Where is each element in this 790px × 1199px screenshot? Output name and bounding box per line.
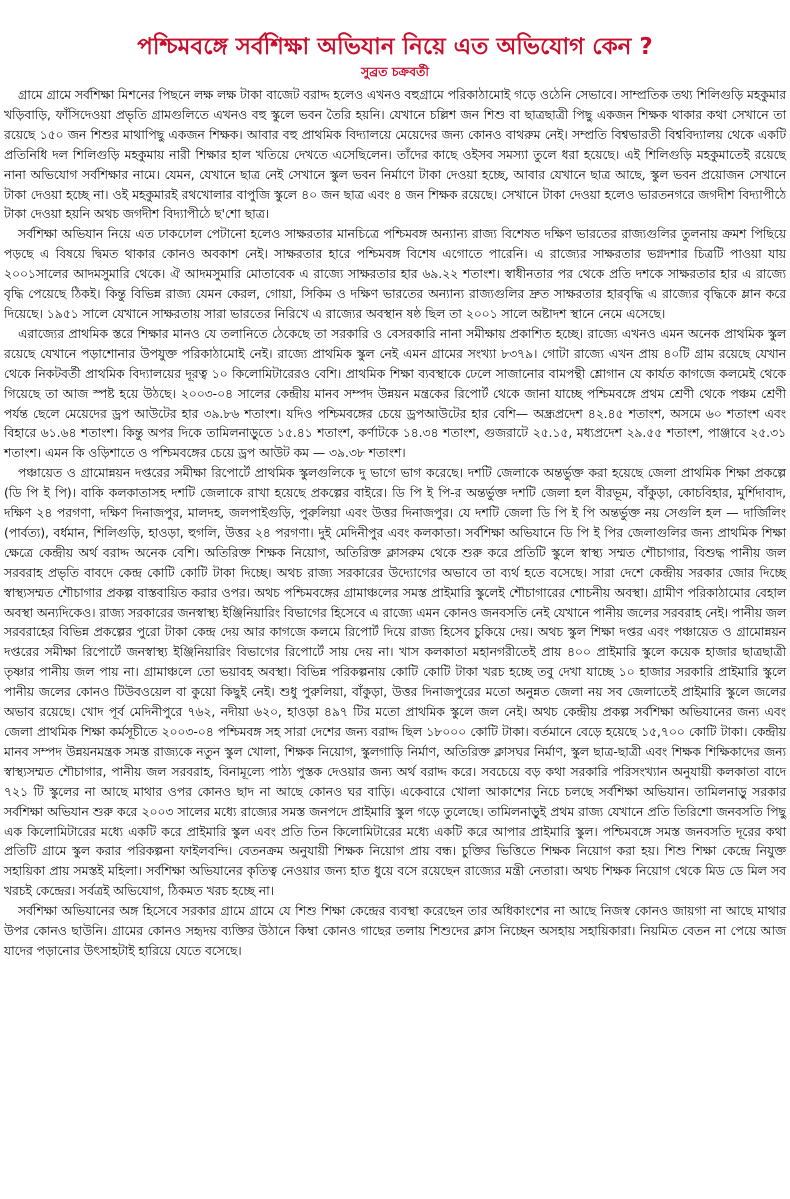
paragraph-4: পঞ্চায়েত ও গ্রামোন্নয়ন দপ্তরের সমীক্ষা রিপোর্টে প্রাথমিক স্কুলগুলিকে দু ভাগে ভাগ করেছে। দশটি জেলাকে অন্তর্ভুক্ত করা হয়েছে জেলা প্রাথমিক শিক্ষা প্রকল্পে (ডি পি ই পি)। বাকি কলকাতাসহ দশটি জেলাকে রাখা হয়েছে প্রকল্পের বাইরে। ডি পি ই পি-র অন্তর্ভুক্ত দশটি জেলা হল বীরভূম, বাঁকুড়া, কোচবিহার, মুর্শিদাবাদ, দক্ষিণ ২৪ পরগণা, দক্ষিণ দিনাজপুর, মালদহ, জলপাইগুড়ি, পুরুলিয়া এবং উত্তর দিনাজপুর। যে দশটি জেলা ডি পি ই পি অন্তর্ভুক্ত নয় সেগুলি হল — দার্জিলিং (পার্বত্য), বর্ধমান, শিলিগুড়ি, হাওড়া, হুগলি, উত্তর ২৪ পরগণা। দুই মেদিনীপুর এবং কলকাতা। সর্বশিক্ষা অভিযানে ডি পি ই পির জেলাগুলির জন্য প্রাথমিক শিক্ষা ক্ষেত্রে কেন্দ্রীয় অর্থ বরাদ্দ অনেক বেশি। অতিরিক্ত শিক্ষক নিয়োগ, অতিরিক্ত ক্লাসরুম থেকে শুরু করে প্রতিটি স্কুলে স্বাস্থ্য সম্মত শৌচাগার, বিশুদ্ধ পানীয় জল সরবরাহ প্রভৃতি বাবদে কেন্দ্র কোটি কোটি টাকা দিচ্ছে। অথচ রাজ্য সরকারের উদ্যোগের অভাবে তা ব্যর্থ হতে বসেছে। সারা দেশে কেন্দ্রীয় সরকার জোর দিচ্ছে স্বাস্থ্যসম্মত শৌচাগার প্রকল্প বাস্তবায়িত করার ওপর। অথচ পশ্চিমবঙ্গের গ্রামাঞ্চলের সমস্ত প্রাইমারি স্কুলেই শৌচাগারের শোচনীয় অবস্থা। গ্রামীণ পরিকাঠামোর বেহাল অবস্থা অন্যদিকেও। রাজ্য সরকারের জনস্বাস্থ্য ইঞ্জিনিয়ারিং বিভাগের হিসেবে এ রাজ্যে এমন কোনও জনবসতি নেই যেখানে পানীয় জলের সরবরাহ নেই। পানীয় জল সরবরাহের বিভিন্ন প্রকল্পের পুরো টাকা কেন্দ্র দেয় আর কাগজে কলমে রিপোর্ট দিয়ে রাজ্য হিসেব চুকিয়ে দেয়। অথচ স্কুল শিক্ষা দপ্তর এবং পঞ্চায়েত ও গ্রামোন্নয়ন দপ্তরের সমীক্ষা রিপোর্টে জনস্বাস্থ্য ইঞ্জিনিয়ারিং বিভাগের রিপোর্টে সায় দেয় না। খাস কলকাতা মহানগরীতেই প্রায় ৪০০ প্রাইমারি স্কুলে কয়েক হাজার ছাত্রছাত্রী তৃষ্ণার পানীয় জল পায় না। গ্রামাঞ্চলে তো ভয়াবহ অবস্থা। বিভিন্ন পরিকল্পনায় কোটি কোটি টাকা খরচ হচ্ছে তবু দেখা যাচ্ছে ১০ হাজার সরকারি প্রাইমারি স্কুলে পানীয় জলের কোনও টিউবওয়েল বা কুয়ো কিছুই নেই। শুধু পুরুলিয়া, বাঁকুড়া, উত্তর দিনাজপুরের মতো অনুন্নত জেলা নয় সব জেলাতেই প্রাইমারি স্কুলে জলের অভাব রয়েছে। খোদ পূর্ব মেদিনীপুরে ৭৬২, নদীয়া ৬২০, হাওড়া ৪৯৭ টির মতো প্রাথমিক স্কুলে জল নেই। অথচ কেন্দ্রীয় প্রকল্প সর্বশিক্ষা অভিযানের জন্য এবং জেলা প্রাথমিক শিক্ষা কর্মসূচীতে ২০০৩-০৪ পশ্চিমবঙ্গ সহ সারা দেশের জন্য বরাদ্দ ছিল ১৮০০০ কোটি টাকা। বর্তমানে বেড়ে হয়েছে ১৫,৭০০ কোটি টাকা। কেন্দ্রীয় মানব সম্পদ উন্নয়নমন্ত্রক সমস্ত রাজ্যকে নতুন স্কুল খোলা, শিক্ষক নিয়োগ, স্কুলগাড়ি নির্মাণ, অতিরিক্ত ক্লাসঘর নির্মাণ, স্কুল ছাত্র-ছাত্রী এবং শিক্ষক শিক্ষিকাদের জন্য স্বাস্থ্যসম্মত শৌচাগার, পানীয় জল সরবরাহ, বিনামূল্যে পাঠ্য পুস্তক দেওয়ার জন্য অর্থ বরাদ্দ করে। সবচেয়ে বড় কথা সরকারি পরিসংখ্যান অনুযায়ী কলকাতা বাদে ৭২১ টি স্কুলের না আছে মাথার ওপর কোনও ছাদ না আছে কোনও ঘর বাড়ি। একেবারে খোলা আকাশের নিচে চলছে সর্বশিক্ষা অভিযান। তামিলনাড়ু সরকার সর্বশিক্ষা অভিযান শুরু করে ২০০৩ সালের মধ্যে রাজ্যের সমস্ত জনপদে প্রাইমারি স্কুল গড়ে তুলেছে। তামিলনাড়ুই প্রথম রাজ্য যেখানে প্রতি তিরিশো জনবসতি পিছু এক কিলোমিটারের মধ্যে একটি করে প্রাইমারি স্কুল এবং প্রতি তিন কিলোমিটারের মধ্যে একটি করে আপার প্রাইমারি স্কুল। পশ্চিমবঙ্গে সমস্ত জনবসতি দূরের কথা প্রতিটি গ্রামে স্কুল করার পরিকল্পনা ফাইলবন্দি। বেতনক্রম অনুযায়ী শিক্ষক নিয়োগ প্রায় বন্ধ। চুক্তির ভিত্তিতে শিক্ষক নিয়োগ করা হয়। শিশু শিক্ষা কেন্দ্রে নিযুক্ত সহায়িকা প্রায় সমস্তই মহিলা। সর্বশিক্ষা অভিযানের কৃতিত্ব নেওয়ার জন্য হাত ধুয়ে বসে রয়েছেন রাজ্যের মন্ত্রী নেতারা। অথচ শিক্ষক নিয়োগ থেকে মিড ডে মিল সব খরচই কেন্দ্রের। সর্বত্রই অভিযোগ, ঠিকমত খরচ হচ্ছে না।: [4, 466, 787, 899]
paragraph-3: এরাজ্যের প্রাথমিক স্তরে শিক্ষার মানও যে তলানিতে ঠেকেছে তা সরকারি ও বেসরকারি নানা সমীক্ষায় প্রকাশিত হচ্ছে। রাজ্যে এখনও এমন অনেক প্রাথমিক স্কুল রয়েছে যেখানে পড়াশোনার উপযুক্ত পরিকাঠামোই নেই। রাজ্যে প্রাথমিক স্কুল নেই এমন গ্রামের সংখ্যা ৮৩৭৯। গোটা রাজ্যে এখন প্রায় ৪০টি গ্রাম রয়েছে যেখান থেকে নিকটবর্তী প্রাথমিক বিদ্যালয়ের দূরত্ব ১০ কিলোমিটারেরও বেশি। প্রাথমিক শিক্ষা ব্যবস্থাকে ঢেলে সাজানোর বামপন্থী শ্লোগান যে কার্যত কাগজে কলমেই থেকে গিয়েছে তা আজ স্পষ্ট হয়ে উঠছে। ২০০৩-০৪ সালের কেন্দ্রীয় মানব সম্পদ উন্নয়ন মন্ত্রকের রিপোর্ট থেকে জানা যাচ্ছে পশ্চিমবঙ্গে প্রথম শ্রেণী থেকে পঞ্চম শ্রেণী পর্যন্ত ছেলে মেয়েদের ড্রপ আউটের হার ৩৯.৮৬ শতাংশ। যদিও পশ্চিমবঙ্গের চেয়ে ড্রপআউটের হার বেশি— অন্ধ্রপ্রদেশ ৪২.৪৫ শতাংশ, অসমে ৬০ শতাংশ এবং বিহারে ৬১.৬৪ শতাংশ। কিন্তু অপর দিকে তামিলনাড়ুতে ১৫.৪১ শতাংশ, কর্ণাটকে ১৪.৩৪ শতাংশ, গুজরাটে ২৫.১৫, মধ্যপ্রদেশ ২৯.৫৫ শতাংশ, পাঞ্জাবে ২৫.৩১ শতাংশ। এমন কি ওড়িশাতে ও পশ্চিমবঙ্গের চেয়ে ড্রপ আউট কম — ৩৯.৩৮ শতাংশ।: [4, 326, 786, 461]
article-author: সুব্রত চক্রবর্তী: [361, 64, 429, 79]
article-title: পশ্চিমবঙ্গে সর্বশিক্ষা অভিযান নিয়ে এত অভিযোগ কেন ?: [137, 34, 653, 60]
paragraph-1: গ্রামে গ্রামে সর্বশিক্ষা মিশনের পিছনে লক্ষ লক্ষ টাকা বাজেট বরাদ্দ হলেও এখনও বহুগ্রামে পরিকাঠামোই গড়ে ওঠেনি সেভাবে। সাম্প্রতিক তথ্য শিলিগুড়ি মহকুমার খড়িবাড়ি, ফাঁসিদেওয়া প্রভৃতি গ্রামগুলিতে এখনও বহু স্কুলে ভবন তৈরি হয়নি। যেখানে চল্লিশ জন শিশু বা ছাত্রছাত্রী পিছু একজন শিক্ষক থাকার কথা সেখানে তা রয়েছে ১৫০ জন শিশুর মাথাপিছু একজন শিক্ষক। আবার বহু প্রাথমিক বিদ্যালয়ে মেয়েদের জন্য কোনও বাথরুম নেই। সম্প্রতি বিশ্বভারতী বিশ্ববিদ্যালয় থেকে একটি প্রতিনিধি দল শিলিগুড়ি মহকুমায় নারী শিক্ষার হাল খতিয়ে দেখতে এসেছিলেন। তাঁদের কাছে ওইসব সমস্যা তুলে ধরা হয়েছে। এই শিলিগুড়ি মহকুমাতেই রয়েছে নানা অভিযোগ সর্বশিক্ষার নামে। যেমন, যেখানে ছাত্র নেই সেখানে স্কুল ভবন নির্মাণে টাকা দেওয়া হচ্ছে, আবার যেখানে ছাত্র আছে, স্কুল ভবন প্রয়োজন সেখানে টাকা দেওয়া হচ্ছে না। ওই মহকুমারই রথখোলার বাপুজি স্কুলে ৪০ জন ছাত্র এবং ৪ জন শিক্ষক রয়েছে। সেখানে টাকা দেওয়া হলেও ভারতনগরে জগদীশ বিদ্যাপীঠে টাকা দেওয়া হয়নি অথচ জগদীশ বিদ্যাপীঠে ছ'শো ছাত্র।: [4, 88, 786, 222]
article-body: [4, 86, 786, 962]
paragraph-2: সর্বশিক্ষা অভিযান নিয়ে এত ঢাকঢোল পেটানো হলেও সাক্ষরতার মানচিত্রে পশ্চিমবঙ্গ অন্যান্য রাজ্য বিশেষত দক্ষিণ ভারতের রাজ্যগুলির তুলনায় ক্রমশ পিছিয়ে পড়ছে এ বিষয়ে দ্বিমত থাকার কোনও অবকাশ নেই। সাক্ষরতার হারে পশ্চিমবঙ্গ বিশেষ এগোতে পারেনি। এ রাজ্যের সাক্ষরতার ভগ্নদশার চিত্রটি পাওয়া যায় ২০০১সালের আদমসুমারি থেকে। ঐ আদমসুমারি মোতাবেক এ রাজ্যে সাক্ষরতার হার ৬৯.২২ শতাংশ। স্বাধীনতার পর থেকে প্রতি দশকে সাক্ষরতার হার এ রাজ্যে বৃদ্ধি পেয়েছে ঠিকই। কিন্তু বিভিন্ন রাজ্য যেমন কেরল, গোয়া, সিকিম ও দক্ষিণ ভারতের অন্যান্য রাজ্যগুলির দ্রুত সাক্ষরতার হারবৃদ্ধি এ রাজ্যের বৃদ্ধিকে ম্লান করে দিয়েছে। ১৯৫১ সালে যেখানে সাক্ষরতায় সারা ভারতের নিরিখে এ রাজ্যের অবস্থান ষষ্ঠ ছিল তা ২০০১ সালে অষ্টাদশ স্থানে নেমে এসেছে।: [4, 227, 786, 321]
paragraph-5: সর্বশিক্ষা অভিযানের অঙ্গ হিসেবে সরকার গ্রামে গ্রামে যে শিশু শিক্ষা কেন্দ্রের ব্যবস্থা করেছেন তার অধিকাংশের না আছে নিজস্ব কোনও জায়গা না আছে মাথার উপর কোনও ছাউনি। গ্রামের কোনও সহৃদয় ব্যক্তির উঠানে কিম্বা কোনও গাছের তলায় শিশুদের ক্লাস নিচ্ছেন অসহায় সহায়িকারা। নিয়মিত বেতন না পেয়ে আজ যাদের পড়ানোর উৎসাহটাই হারিয়ে যেতে বসেছে।: [4, 904, 786, 958]
